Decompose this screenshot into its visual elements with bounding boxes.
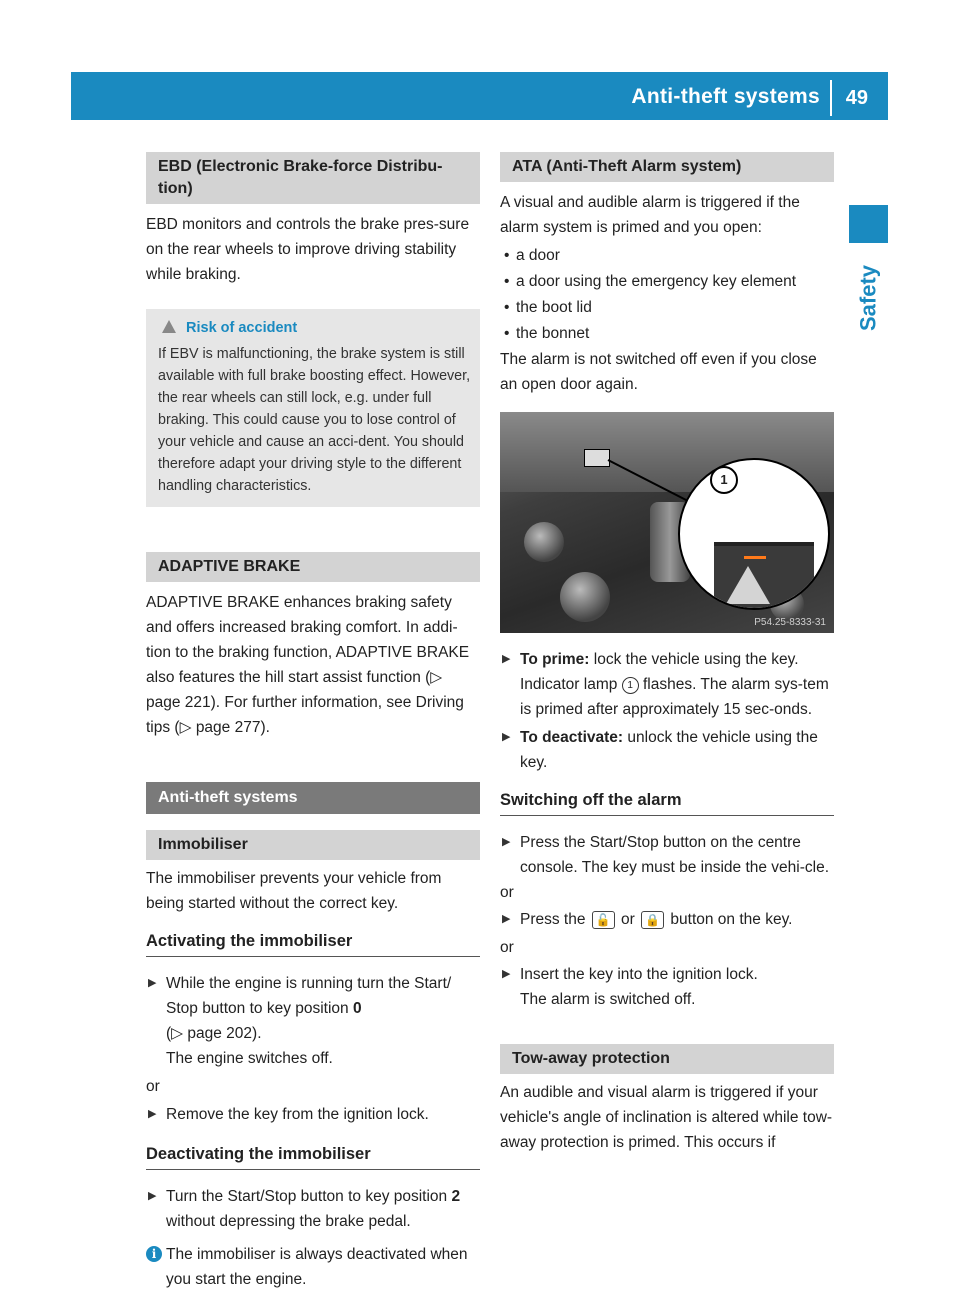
side-tab — [848, 258, 888, 338]
photo-zoom-detail — [678, 458, 830, 610]
step-text: or — [616, 911, 640, 928]
step-text: unlock the vehicle using the key. — [520, 729, 818, 771]
step-arrow-icon: ▶ — [148, 1108, 157, 1120]
step-text: Press the — [520, 911, 590, 928]
step-text: Remove the key from the ignition lock. — [166, 1106, 429, 1123]
deactivate-step — [500, 725, 834, 775]
list-item: • the boot lid — [500, 295, 834, 320]
ebd-heading: EBD (Electronic Brake-force Distribu-tion) — [146, 152, 480, 204]
step-result: The alarm is switched off. — [520, 991, 696, 1008]
switching-step-3 — [500, 962, 834, 1012]
list-item: • a door — [500, 243, 834, 268]
indicator-lamp — [744, 556, 766, 559]
alarm-indicator-photo — [500, 412, 834, 633]
list-item: • a door using the emergency key element — [500, 269, 834, 294]
step-label: To deactivate: — [520, 729, 624, 746]
info-icon: i — [146, 1246, 162, 1262]
list-item: • the bonnet — [500, 321, 834, 346]
warning-body: If EBV is malfunctioning, the brake system is still available with full brake boosting effect. However, the rear wheels can still lock, e.g. under full braking. This could cause you to lose control of your vehicle and cause an acci-dent. You should therefore adapt your driving style to the different handling characteristics. — [158, 346, 471, 494]
warning-heading — [162, 317, 472, 339]
key-position: 2 — [451, 1188, 461, 1205]
section-marker — [849, 205, 888, 243]
callout-1: 1 — [710, 466, 738, 494]
step-text: flashes. The alarm sys-tem is primed after approximately 15 sec-onds. — [520, 676, 829, 718]
photo-reference: P54.25-8333-31 — [754, 617, 826, 628]
ata-heading: ATA (Anti-Theft Alarm system) — [500, 152, 834, 182]
warning-triangle-icon — [162, 320, 176, 333]
adaptive-brake-heading: ADAPTIVE BRAKE — [146, 552, 480, 582]
step-arrow-icon: ▶ — [502, 836, 511, 848]
info-note — [146, 1242, 480, 1292]
activating-step-2 — [146, 1102, 480, 1127]
step-text: Press the Start/Stop button on the centre console. The key must be inside the vehi-cle. — [520, 834, 830, 876]
deactivating-heading: Deactivating the immobiliser — [146, 1143, 480, 1170]
ata-outro: The alarm is not switched off even if you close an open door again. — [500, 351, 817, 393]
switching-step-2 — [500, 907, 834, 932]
info-text: The immobiliser is always deactivated when you start the engine. — [166, 1246, 468, 1288]
header-title: Anti-theft systems — [631, 85, 820, 108]
ata-intro: A visual and audible alarm is triggered if the alarm system is primed and you open: — [500, 194, 800, 236]
ata-bullet-list — [500, 243, 834, 346]
page-header — [71, 72, 888, 120]
warning-title: Risk of accident — [186, 320, 298, 336]
immobiliser-heading: Immobiliser — [146, 830, 480, 860]
page-number: 49 — [845, 87, 868, 109]
step-arrow-icon: ▶ — [148, 977, 157, 989]
step-label: To prime: — [520, 651, 590, 668]
or-text: or — [146, 1078, 160, 1095]
step-result: The engine switches off. — [166, 1050, 333, 1067]
lock-icon: 🔒 — [641, 911, 664, 929]
adaptive-brake-body: ADAPTIVE BRAKE enhances braking safety and offers increased braking comfort. In addi-tion to the braking function, ADAPTIVE BRAKE also features the hill start assist function (▷ page 221). For further information, see Driving tips (▷ page 277). — [146, 594, 470, 736]
immobiliser-body: The immobiliser prevents your vehicle from being started without the correct key. — [146, 870, 442, 912]
step-arrow-icon: ▶ — [502, 913, 511, 925]
unlock-icon: 🔓 — [592, 911, 615, 929]
step-text: While the engine is running turn the Start/ Stop button to key position — [166, 975, 452, 1017]
key-position: 0 — [352, 1000, 362, 1017]
right-column — [500, 152, 834, 1155]
step-arrow-icon: ▶ — [502, 968, 511, 980]
activating-heading: Activating the immobiliser — [146, 930, 480, 957]
antitheft-heading: Anti-theft systems — [146, 782, 480, 814]
zoomed-hazard-button — [714, 542, 814, 610]
deactivating-step — [146, 1184, 480, 1234]
step-text: Turn the Start/Stop button to key position — [166, 1188, 452, 1205]
step-text: without depressing the brake pedal. — [166, 1213, 411, 1230]
side-tab-label: Safety — [855, 264, 881, 332]
callout-ref: 1 — [622, 677, 639, 694]
step-arrow-icon: ▶ — [148, 1190, 157, 1202]
page-ref: (▷ page 202). — [166, 1025, 262, 1042]
step-text: Indicator lamp — [520, 676, 622, 693]
activating-step-1 — [146, 971, 480, 1071]
header-divider — [830, 80, 832, 116]
prime-step — [500, 647, 834, 722]
or-text: or — [500, 884, 514, 901]
step-arrow-icon: ▶ — [502, 653, 511, 665]
step-text: lock the vehicle using the key. — [589, 651, 799, 668]
ebd-body: EBD monitors and controls the brake pres-sure on the rear wheels to improve driving stability while braking. — [146, 216, 470, 283]
hazard-triangle-icon — [726, 566, 770, 604]
step-text: Insert the key into the ignition lock. — [520, 966, 758, 983]
left-column — [146, 152, 480, 1292]
towaway-heading: Tow-away protection — [500, 1044, 834, 1074]
warning-box — [146, 309, 480, 507]
switching-step-1 — [500, 830, 834, 880]
step-arrow-icon: ▶ — [502, 731, 511, 743]
or-text: or — [500, 939, 514, 956]
step-text: button on the key. — [666, 911, 793, 928]
towaway-body: An audible and visual alarm is triggered if your vehicle's angle of inclination is altered while tow-away protection is primed. This occurs if — [500, 1084, 833, 1151]
switching-off-heading: Switching off the alarm — [500, 789, 834, 816]
